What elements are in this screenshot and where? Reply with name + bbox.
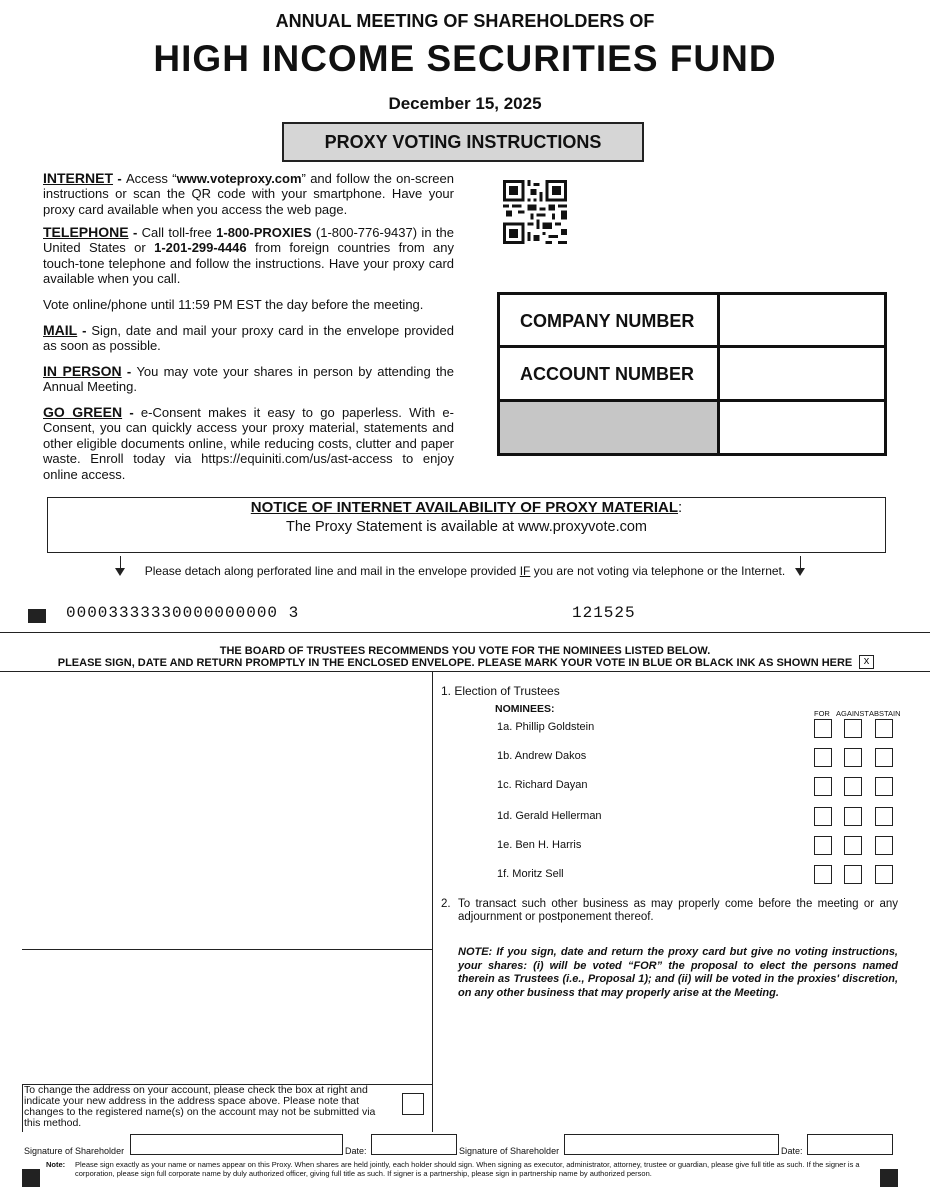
go-green-instruction: GO GREEN - e-Consent makes it easy to go paperless. With e-Consent, you can quickly access your proxy material, statements and other eligible documents online, while reducing costs, clutter and paper waste. Enroll today via https://equiniti.com/us/ast-access to enjoy online access. [43,404,454,482]
signature-field-1[interactable] [130,1134,343,1155]
nominee-1f-abstain-checkbox[interactable] [875,865,893,884]
board-recommendation: THE BOARD OF TRUSTEES RECOMMENDS YOU VOTE FOR THE NOMINEES LISTED BELOW. PLEASE SIGN, DATE AND RETURN PROMPTLY IN THE ENCLOSED ENVELOPE. PLEASE MARK YOUR VOTE IN BLUE OR BLACK INK AS SHOWN HERE [0,632,930,672]
registration-mark [28,609,46,623]
internet-availability-notice: NOTICE OF INTERNET AVAILABILITY OF PROXY MATERIAL: The Proxy Statement is available at www.proxyvote.com [47,497,886,553]
in-person-label: IN PERSON [43,363,122,379]
vote-deadline: Vote online/phone until 11:59 PM EST the day before the meeting. [43,297,424,312]
fund-title: HIGH INCOME SECURITIES FUND [153,38,777,79]
foreign-number: 1-201-299-4446 [154,240,247,256]
account-info-table [497,292,887,456]
nominee-1b-abstain-checkbox[interactable] [875,748,893,767]
proposal-1-title: 1. Election of Trustees [441,684,560,698]
nominee-1d-against-checkbox[interactable] [844,807,862,826]
footer-note-text: Please sign exactly as your name or names appear on this Proxy. When shares are held jointly, each holder should sign. When signing as executor, administrator, attorney, trustee or guardian, please give full title as such. If the signer is a corporation, please sign full corporate name by duly authorized officer, giving full title as such. If signer is a partnership, please sign in partnership name by authorized person. [75,1160,860,1178]
blank-number-field[interactable] [720,402,884,453]
address-change-checkbox[interactable] [402,1093,424,1115]
meeting-heading: ANNUAL MEETING OF SHAREHOLDERS OF [275,11,655,31]
control-number: 00003333330000000000 3 [66,604,300,622]
qr-code-icon[interactable] [503,180,567,244]
voting-note: NOTE: If you sign, date and return the proxy card but give no voting instructions, your shares: (i) will be voted “FOR” the proposal to elect the persons named therein as Trustees (i.e., Proposal 1); and (ii) will be voted in the proxies' discretion, on any other business that may properly arise at the Meeting. [458,946,898,999]
nominee-1d-abstain-checkbox[interactable] [875,807,893,826]
date-field-2[interactable] [807,1134,893,1155]
date-label-1: Date: [345,1146,367,1156]
mail-instruction: MAIL - Sign, date and mail your proxy card in the envelope provided as soon as possible. [43,322,454,354]
nominee-label: 1b. Andrew Dakos [497,750,587,762]
signature-label-1: Signature of Shareholder [24,1146,125,1156]
nominee-1a-against-checkbox[interactable] [844,719,862,738]
notice-title: NOTICE OF INTERNET AVAILABILITY OF PROXY MATERIAL [250,499,679,516]
nominees-label: NOMINEES: [495,703,555,715]
nominee-label: 1a. Phillip Goldstein [497,721,595,733]
signature-label-2: Signature of Shareholder [459,1146,560,1156]
nominee-1c-against-checkbox[interactable] [844,777,862,796]
account-number-label: ACCOUNT NUMBER [500,348,720,402]
registration-mark [880,1169,898,1187]
nominee-label: 1c. Richard Dayan [497,779,588,791]
shaded-cell [500,402,720,453]
telephone-instruction: TELEPHONE - Call toll-free 1-800-PROXIES (1-800-776-9437) in the United States or 1-201-299-4446 from foreign countries from any touch-tone telephone and follow the instructions. Have your proxy card available when you call. [43,224,454,287]
registration-mark [22,1169,40,1187]
date-code: 121525 [572,604,636,622]
address-line [22,949,432,950]
account-number-field[interactable] [720,348,884,402]
nominee-1e-abstain-checkbox[interactable] [875,836,893,855]
address-change-instruction: To change the address on your account, please check the box at right and indicate your new address in the address space above. Please note that changes to the registered name(s) on the account may not be submitted via this method. [24,1084,376,1129]
detach-instruction: Please detach along perforated line and mail in the envelope provided IF you are not voting via telephone or the Internet. [144,564,786,578]
col-against: AGAINST [836,709,869,718]
company-number-label: COMPANY NUMBER [500,295,720,348]
meeting-date: December 15, 2025 [388,94,542,113]
go-green-label: GO GREEN [43,404,123,420]
nominee-1a-for-checkbox[interactable] [814,719,832,738]
nominee-1c-abstain-checkbox[interactable] [875,777,893,796]
col-for: FOR [814,709,830,718]
nominee-1b-against-checkbox[interactable] [844,748,862,767]
proposal-2-number: 2. [441,898,451,910]
nominee-1f-against-checkbox[interactable] [844,865,862,884]
footer-note-label: Note: [46,1160,66,1169]
company-number-field[interactable] [720,295,884,348]
notice-text: The Proxy Statement is available at www.proxyvote.com [285,519,648,535]
nominee-1b-for-checkbox[interactable] [814,748,832,767]
nominee-1f-for-checkbox[interactable] [814,865,832,884]
proposal-2-text: To transact such other business as may properly come before the meeting or any adjournment or postponement thereof. [458,898,898,923]
mail-label: MAIL [43,322,78,338]
in-person-instruction: IN PERSON - You may vote your shares in person by attending the Annual Meeting. [43,363,455,395]
nominee-1a-abstain-checkbox[interactable] [875,719,893,738]
tollfree-number: 1-800-PROXIES [216,225,312,240]
nominee-label: 1d. Gerald Hellerman [497,810,602,822]
example-mark-box: x [859,655,874,669]
internet-label: INTERNET [43,170,113,186]
date-field-1[interactable] [371,1134,457,1155]
date-label-2: Date: [781,1146,803,1156]
signature-field-2[interactable] [564,1134,779,1155]
nominee-1d-for-checkbox[interactable] [814,807,832,826]
nominee-label: 1e. Ben H. Harris [497,839,582,851]
nominee-1c-for-checkbox[interactable] [814,777,832,796]
nominee-1e-against-checkbox[interactable] [844,836,862,855]
telephone-label: TELEPHONE [43,224,129,240]
internet-instruction: INTERNET - Access “www.voteproxy.com” and follow the on-screen instructions or scan the QR code with your smartphone. Have your proxy card available when you access the web page. [43,170,454,217]
nominee-label: 1f. Moritz Sell [497,868,564,880]
proxy-voting-instructions-title: PROXY VOTING INSTRUCTIONS [282,122,644,162]
col-abstain: ABSTAIN [869,709,901,718]
internet-url[interactable]: www.voteproxy.com [176,171,302,186]
nominee-1e-for-checkbox[interactable] [814,836,832,855]
